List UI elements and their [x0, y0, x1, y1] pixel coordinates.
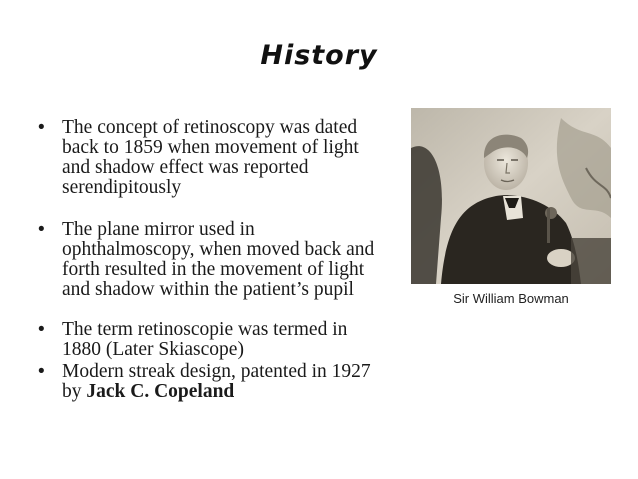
bullet-text: The term retinoscopie was termed in 1880 (Later Skiascope)	[62, 319, 348, 360]
bullet-text: The concept of retinoscopy was dated back to 1859 when movement of light and shadow effect was reported serendipitously	[62, 117, 359, 198]
bullet-text: The plane mirror used in ophthalmoscopy, when moved back and forth resulted in the movement of light and shadow within the patient’s pupil	[62, 219, 375, 300]
bullet-dot: •	[38, 219, 45, 240]
bullet-text: Modern streak design, patented in 1927 by	[62, 361, 371, 402]
portrait-photo	[411, 108, 611, 284]
bullet-dot: •	[38, 361, 45, 382]
inventor-name: Jack C. Copeland	[86, 381, 235, 402]
bullet-list	[38, 118, 383, 402]
bullet-dot: •	[38, 319, 45, 340]
bullet-dot: •	[38, 117, 45, 138]
bullet-item	[38, 220, 383, 300]
slide-title: History	[260, 40, 378, 71]
bullet-item	[38, 118, 383, 198]
portrait-image	[411, 108, 611, 284]
bullet-item	[38, 320, 383, 360]
bullet-item	[38, 362, 383, 402]
photo-caption: Sir William Bowman	[453, 291, 569, 306]
